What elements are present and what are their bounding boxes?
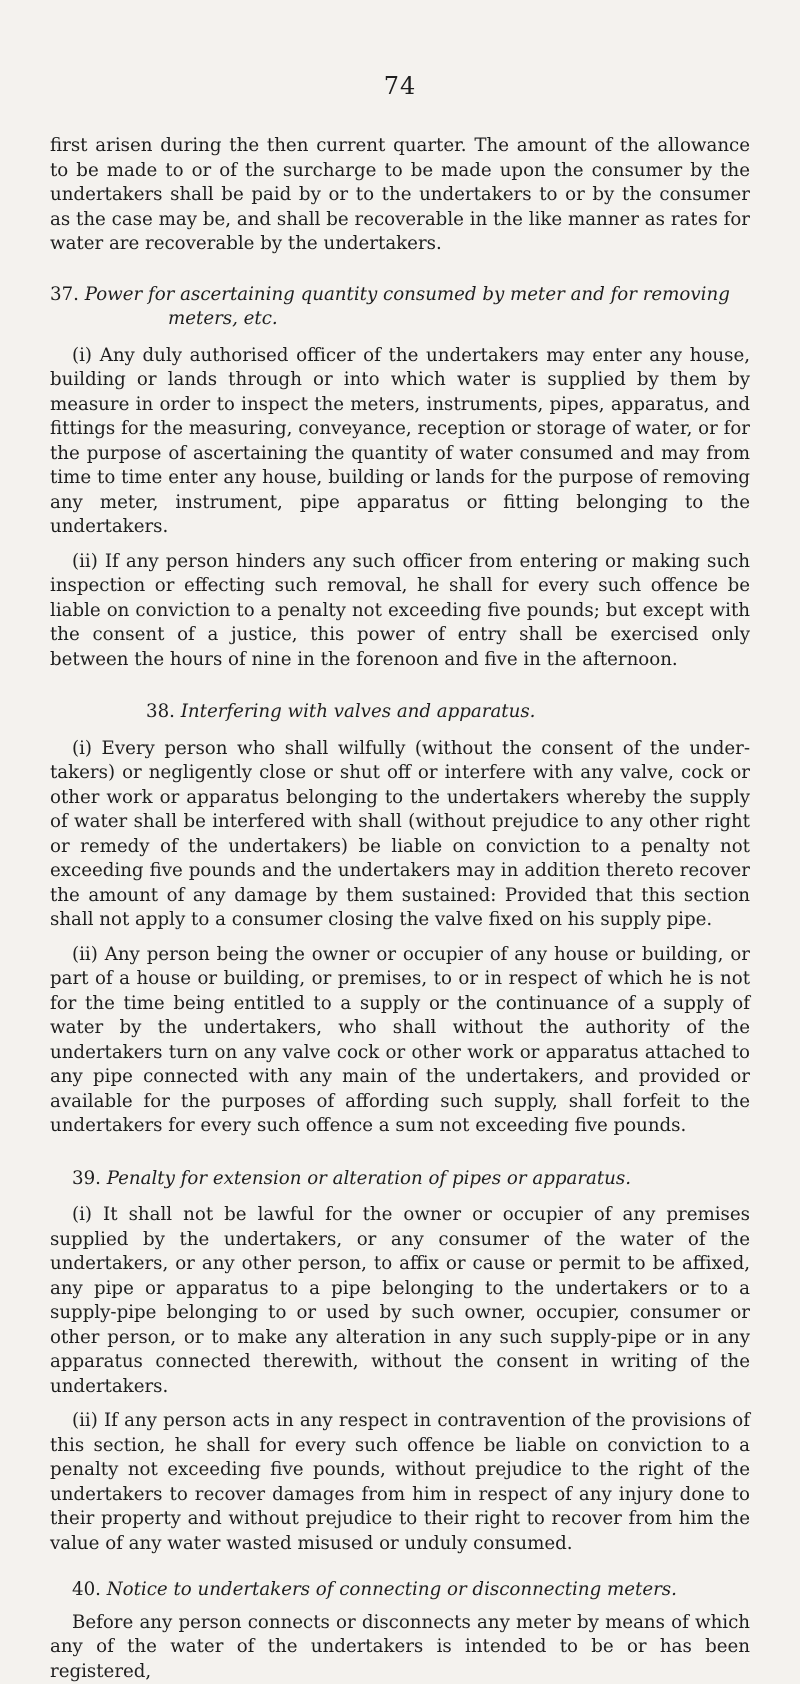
section-38-heading <box>50 700 750 725</box>
section-37-number: 37. <box>50 284 79 305</box>
opening-paragraph: first arisen during the then current quarter. The amount of the allowance to be made to or of the surcharge to be made upon the consumer by the undertakers shall be paid by or to the undertakers to or by the consumer as the case may be, and shall be recoverable in the like manner as rates for water are recoverable by the undertakers. <box>50 134 750 257</box>
section-39-title: Penalty for extension or alteration of pipes or apparatus. <box>107 1168 631 1189</box>
section-39-number: 39. <box>72 1168 101 1189</box>
section-38-subsection-i: (i) Every person who shall wilfully (without the consent of the under-takers) or negligently close or shut off or interfere with any valve, cock or other work or apparatus belonging to the undertakers whereby the supply of water shall be interfered with shall (without prejudice to any other right or remedy of the undertakers) be liable on conviction to a penalty not exceeding five pounds and the undertakers may in addition thereto recover the amount of any damage by them sustained: Provided that this section shall not apply to a consumer closing the valve fixed on his supply pipe. <box>50 737 750 933</box>
section-40-title: Notice to undertakers of connecting or disconnecting meters. <box>107 1579 677 1600</box>
section-37-title-line2: meters, etc. <box>50 307 750 332</box>
section-39-heading <box>50 1167 750 1192</box>
section-39-subsection-i: (i) It shall not be lawful for the owner or occupier of any premises supplied by the undertakers, or any consumer of the water of the undertakers, or any other person, to affix or cause or permit to be affixed, any pipe or apparatus to a pipe belonging to the undertakers or to a supply-pipe belonging to or used by such owner, occupier, consumer or other person, or to make any alteration in any such supply-pipe or in any apparatus connected therewith, without the consent in writing of the undertakers. <box>50 1203 750 1399</box>
section-38-number: 38. <box>146 701 175 722</box>
section-37-subsection-i: (i) Any duly authorised officer of the undertakers may enter any house, building or lands through or into which water is supplied by them by measure in order to inspect the meters, instruments, pipes, apparatus, and fittings for the measuring, conveyance, reception or storage of water, or for the purpose of ascertaining the quantity of water consumed and may from time to time enter any house, building or lands for the purpose of removing any meter, instrument, pipe apparatus or fitting belonging to the undertakers. <box>50 344 750 540</box>
section-40-number: 40. <box>72 1579 101 1600</box>
section-37-heading <box>50 283 750 332</box>
section-40-heading <box>50 1578 750 1603</box>
section-37-title-line1: Power for ascertaining quantity consumed by meter and for removing <box>85 284 730 305</box>
section-38-subsection-ii: (ii) Any person being the owner or occupier of any house or building, or part of a house or building, or premises, to or in respect of which he is not for the time being entitled to a supply or the continuance of a supply of water by the undertakers, who shall without the authority of the undertakers turn on any valve cock or other work or apparatus attached to any pipe connected with any main of the undertakers, and provided or available for the purposes of affording such supply, shall forfeit to the undertakers for every such offence a sum not exceeding five pounds. <box>50 943 750 1139</box>
section-38-title: Interfering with valves and apparatus. <box>181 701 536 722</box>
section-40-body: Before any person connects or disconnects any meter by means of which any of the water of the undertakers is intended to be or has been registered, <box>50 1611 750 1684</box>
page-number: 74 <box>0 72 800 100</box>
section-39-subsection-ii: (ii) If any person acts in any respect in contravention of the provisions of this section, he shall for every such offence be liable on conviction to a penalty not exceeding five pounds, without prejudice to the right of the undertakers to recover damages from him in respect of any injury done to their property and without prejudice to their right to recover from him the value of any water wasted misused or unduly consumed. <box>50 1409 750 1556</box>
document-body <box>50 134 750 1684</box>
section-37-subsection-ii: (ii) If any person hinders any such officer from entering or making such inspection or effecting such removal, he shall for every such offence be liable on conviction to a penalty not exceeding five pounds; but except with the consent of a justice, this power of entry shall be exercised only between the hours of nine in the forenoon and five in the afternoon. <box>50 550 750 673</box>
